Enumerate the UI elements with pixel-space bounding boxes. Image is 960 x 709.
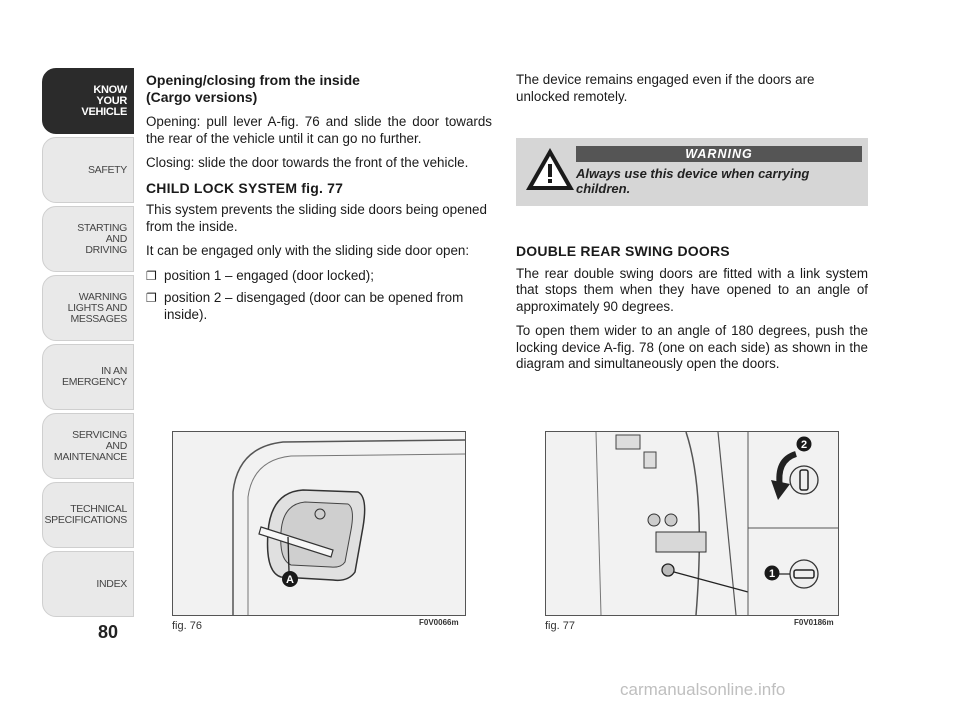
- svg-text:A: A: [286, 574, 294, 586]
- tab-servicing[interactable]: SERVICING AND MAINTENANCE: [42, 413, 134, 479]
- tab-know-your-vehicle[interactable]: KNOW YOUR VEHICLE: [42, 68, 134, 134]
- paragraph: To open them wider to an angle of 180 degrees, push the locking device A-fig. 78 (one on each side) as shown in the diagram and simultaneously open the doors.: [516, 323, 868, 371]
- subheading: Opening/closing from the inside (Cargo versions): [146, 72, 360, 105]
- figure-code: F0V0186m: [794, 618, 834, 627]
- figure-caption: fig. 77: [545, 620, 575, 632]
- list-item: ❐ position 2 – disengaged (door can be opened from inside).: [146, 290, 492, 323]
- right-column-bottom: [516, 243, 868, 381]
- svg-text:2: 2: [800, 439, 808, 451]
- label-a-marker: [281, 570, 299, 588]
- svg-text:1: 1: [768, 568, 776, 580]
- list-item: ❐ position 1 – engaged (door locked);: [146, 268, 492, 285]
- section-tabs: [42, 68, 134, 620]
- section-heading: CHILD LOCK SYSTEM fig. 77: [146, 179, 344, 196]
- figure-76: [172, 431, 466, 616]
- warning-triangle-icon: [524, 146, 576, 192]
- left-column: [146, 72, 492, 329]
- tab-warning-lights[interactable]: WARNING LIGHTS AND MESSAGES: [42, 275, 134, 341]
- paragraph: This system prevents the sliding side doors being opened from the inside.: [146, 202, 487, 234]
- paragraph: It can be engaged only with the sliding side door open:: [146, 243, 470, 258]
- label-2-marker: [796, 436, 812, 452]
- tab-index[interactable]: INDEX: [42, 551, 134, 617]
- label-1-marker: [764, 565, 780, 581]
- page-number: 80: [98, 622, 119, 642]
- paragraph: Opening: pull lever A-fig. 76 and slide the door towards the rear of the vehicle until it can go no further.: [146, 114, 492, 146]
- tab-technical-specifications[interactable]: TECHNICAL SPECIFICATIONS: [42, 482, 134, 548]
- watermark: carmanualsonline.info: [620, 680, 786, 699]
- figure-77: [545, 431, 839, 616]
- figure-caption: fig. 76: [172, 620, 202, 632]
- tab-safety[interactable]: SAFETY: [42, 137, 134, 203]
- door-handle-illustration: [173, 432, 465, 615]
- bullet-list: [146, 268, 492, 324]
- paragraph: The rear double swing doors are fitted with a link system that stops them when they have opened to an angle of approximately 90 degrees.: [516, 265, 868, 314]
- section-heading: DOUBLE REAR SWING DOORS: [516, 243, 730, 259]
- tab-starting-and-driving[interactable]: STARTING AND DRIVING: [42, 206, 134, 272]
- paragraph: Closing: slide the door towards the front of the vehicle.: [146, 155, 469, 170]
- warning-text: Always use this device when carrying children.: [576, 166, 810, 196]
- child-lock-illustration: [546, 432, 838, 615]
- warning-title: WARNING: [576, 146, 862, 162]
- warning-box: [516, 138, 868, 206]
- tab-in-an-emergency[interactable]: IN AN EMERGENCY: [42, 344, 134, 410]
- paragraph: The device remains engaged even if the doors are unlocked remotely.: [516, 72, 815, 104]
- right-column-top: [516, 72, 868, 113]
- figure-code: F0V0066m: [419, 618, 459, 627]
